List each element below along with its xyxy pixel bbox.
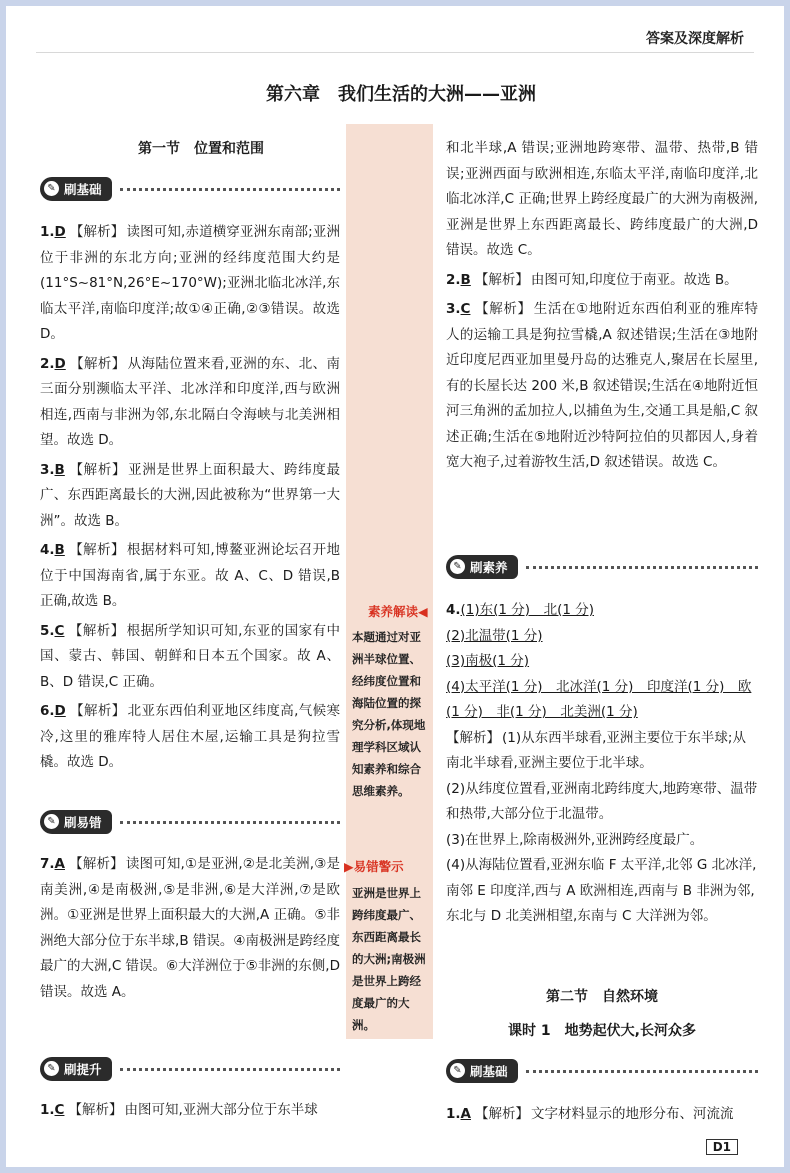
answer-item: 3.C 【解析】 生活在①地附近东西伯利亚的雅库特人的运输工具是狗拉雪橇,A 叙述错误;生活在③地附近印度尼西亚加里曼丹岛的达雅克人,聚居在长屋里,有的长屋长达 200 米,B 叙述错误;生活在④地附近恒河三角洲的孟加拉人,以捕鱼为生,交通工具是船,C 叙述正确;生活在⑤地附近沙特阿拉伯的贝都因人,身着宽大袍子,过着游牧生活,D 叙述错误。故选 C。: [446, 301, 758, 470]
answer-item: 3.B 【解析】 亚洲是世界上面积最大、跨纬度最广、东西距离最长的大洲,因此被称为“世界第一大洲”。故选 B。: [40, 461, 341, 529]
brush-icon: ✎: [44, 814, 59, 829]
q4-line: 4.(1)东(1 分) 北(1 分): [446, 602, 594, 618]
badge-shuayicuo: ✎ 刷易错: [40, 809, 340, 835]
badge-shuasuyang: ✎ 刷素养: [446, 554, 758, 580]
left-column-item7: [40, 852, 340, 1009]
q4-explanation: (3)在世界上,除南极洲外,亚洲跨经度最广。: [446, 831, 704, 848]
section-title: 第二节 自然环境: [546, 989, 658, 1005]
q4-explanation: (2)从纬度位置看,亚洲南北跨纬度大,地跨寒带、温带和热带,大部分位于北温带。: [446, 780, 758, 822]
answer-item: 4.B 【解析】 根据材料可知,博鳌亚洲论坛召开地位于中国海南省,属于东亚。故 A、C、D 错误,B 正确,故选 B。: [40, 542, 340, 609]
answer-item: 2.B 【解析】 由图可知,印度位于南亚。故选 B。: [446, 271, 738, 288]
brush-icon: ✎: [44, 181, 59, 196]
side-note-text: 本题通过对亚洲半球位置、经纬度位置和海陆位置的探究分析,体现地理学科区域认知素养和综合思维素养。: [352, 630, 426, 798]
header-rule: [36, 52, 754, 53]
q4-explanation: 【解析】 (1)从东西半球看,亚洲主要位于东半球;从南北半球看,亚洲主要位于北半球。: [446, 729, 746, 771]
badge-shuajichu-2: ✎ 刷基础: [446, 1058, 758, 1084]
q4-line: (2)北温带(1 分): [446, 627, 543, 644]
q4-line: (3)南极(1 分): [446, 653, 530, 669]
running-header: 答案及深度解析: [646, 31, 744, 47]
answer-item-continued: 和北半球,A 错误;亚洲地跨寒带、温带、热带,B 错误;亚洲西面与欧洲相连,东临太平洋,南临印度洋,北临北冰洋,C 正确;世界上跨经度最广的大洲为南极洲,亚洲是世界上东西距离最长、跨纬度最广的大洲,D 错误。故选 C。: [446, 140, 758, 258]
question-4: [446, 598, 758, 930]
chapter-title: 第六章 我们生活的大洲——亚洲: [266, 84, 536, 105]
answer-item: 5.C 【解析】 根据所学知识可知,东亚的国家有中国、蒙古、韩国、朝鲜和日本五个国家。故 A、B、D 错误,C 正确。: [40, 622, 340, 690]
answer-item: 7.A 【解析】 读图可知,①是亚洲,②是北美洲,③是南美洲,④是南极洲,⑤是非洲,⑥是大洋洲,⑦是欧洲。①亚洲是世界上面积最大的大洲,A 正确。⑤非洲绝大部分位于东半球,B 错误。④南极洲是跨经度最广的大洲,C 错误。⑥大洋洲位于⑤非洲的东侧,D 错误。故选 A。: [40, 856, 340, 1000]
brush-icon: ✎: [450, 1063, 465, 1078]
side-note-heading: ▶易错警示: [344, 859, 404, 874]
brush-icon: ✎: [450, 559, 465, 574]
badge-shuajichu: ✎ 刷基础: [40, 176, 340, 202]
answer-item: 1.A 【解析】 文字材料显示的地形分布、河流流: [446, 1106, 734, 1122]
side-note-heading: 素养解读◀: [368, 604, 428, 619]
left-column-last: [40, 1098, 340, 1128]
page-number: D1: [706, 1139, 738, 1155]
answer-item: 1.D 【解析】 读图可知,赤道横穿亚洲东南部;亚洲位于非洲的东北方向;亚洲的经纬度范围大约是(11°S~81°N,26°E~170°W);亚洲北临北冰洋,东临太平洋,南临印度洋;故①④正确,②③错误。故选 D。: [40, 224, 341, 342]
badge-shuatisheng: ✎ 刷提升: [40, 1056, 340, 1082]
lesson-title: 课时 1 地势起伏大,长河众多: [508, 1023, 696, 1039]
q4-explanation: (4)从海陆位置看,亚洲东临 F 太平洋,北邻 G 北冰洋,南邻 E 印度洋,西与 A 欧洲相连,西南与 B 非洲为邻,东北与 D 北美洲相望,东南与 C 大洋洲为邻。: [446, 857, 757, 924]
answer-item: 6.D 【解析】 北亚东西伯利亚地区纬度高,气候寒冷,这里的雅库特人居住木屋,运输工具是狗拉雪橇。故选 D。: [40, 703, 341, 770]
answer-item: 2.D 【解析】 从海陆位置来看,亚洲的东、北、南三面分别濒临太平洋、北冰洋和印度洋,西与欧洲相连,西南与非洲为邻,东北隔白令海峡与北美洲相望。故选 D。: [40, 355, 341, 448]
left-column: [40, 220, 340, 780]
answer-item: 1.C 【解析】 由图可知,亚洲大部分位于东半球: [40, 1102, 318, 1118]
brush-icon: ✎: [44, 1061, 59, 1076]
section-title: 第一节 位置和范围: [138, 141, 264, 157]
side-note-text: 亚洲是世界上跨纬度最广、东西距离最长的大洲;南极洲是世界上跨经度最广的大洲。: [352, 886, 426, 1032]
right-column: [446, 136, 758, 480]
q4-line: (4)太平洋(1 分) 北冰洋(1 分) 印度洋(1 分) 欧(1 分) 非(1 分) 北美洲(1 分): [446, 678, 752, 720]
right-column-last: [446, 1102, 758, 1132]
